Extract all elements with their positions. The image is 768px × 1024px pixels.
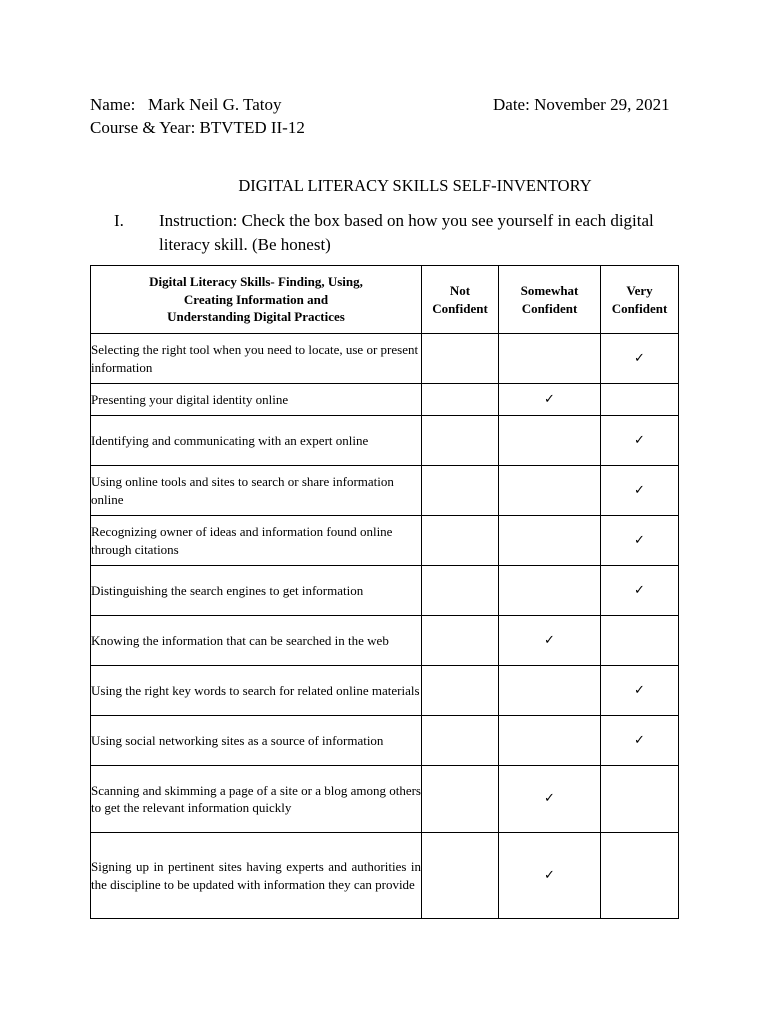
table-row (91, 566, 679, 616)
skill-cell: Using online tools and sites to search or share information online (91, 466, 422, 516)
table-row (91, 766, 679, 833)
very-confident-checkbox-cell[interactable] (601, 334, 679, 384)
name-label: Name: (90, 95, 136, 114)
instruction-number: I. (114, 211, 124, 230)
not-confident-checkbox-cell[interactable] (422, 334, 499, 384)
somewhat-confident-checkbox-cell[interactable] (499, 833, 601, 919)
instruction-text: Instruction: Check the box based on how you see yourself in each digital literacy skill. (Be honest) (159, 211, 654, 254)
very-confident-checkbox-cell[interactable] (601, 833, 679, 919)
table-row (91, 516, 679, 566)
skill-cell: Distinguishing the search engines to get information (91, 566, 422, 616)
header-line: Not (449, 283, 471, 298)
check-mark-icon: ✓ (544, 632, 555, 648)
check-mark-icon: ✓ (634, 532, 645, 548)
very-confident-checkbox-cell[interactable] (601, 384, 679, 416)
somewhat-confident-checkbox-cell[interactable] (499, 616, 601, 666)
table-row (91, 666, 679, 716)
not-confident-checkbox-cell[interactable] (422, 416, 499, 466)
table-row (91, 616, 679, 666)
skills-header-line: Creating Information and (183, 291, 329, 307)
somewhat-confident-checkbox-cell[interactable] (499, 516, 601, 566)
not-confident-checkbox-cell[interactable] (422, 384, 499, 416)
name-value: Mark Neil G. Tatoy (148, 95, 282, 114)
skill-cell: Selecting the right tool when you need to locate, use or present information (91, 334, 422, 384)
skills-column-header (91, 266, 422, 334)
header-line: Confident (432, 300, 488, 316)
somewhat-confident-checkbox-cell[interactable] (499, 666, 601, 716)
name-line (90, 94, 282, 116)
skill-cell: Knowing the information that can be searched in the web (91, 616, 422, 666)
not-confident-checkbox-cell[interactable] (422, 466, 499, 516)
somewhat-confident-checkbox-cell[interactable] (499, 416, 601, 466)
check-mark-icon: ✓ (544, 391, 555, 407)
not-confident-checkbox-cell[interactable] (422, 516, 499, 566)
very-confident-checkbox-cell[interactable] (601, 416, 679, 466)
very-confident-checkbox-cell[interactable] (601, 716, 679, 766)
somewhat-confident-checkbox-cell[interactable] (499, 466, 601, 516)
table-row (91, 716, 679, 766)
somewhat-confident-checkbox-cell[interactable] (499, 384, 601, 416)
header-line: Very (626, 283, 653, 298)
check-mark-icon: ✓ (634, 432, 645, 448)
very-confident-checkbox-cell[interactable] (601, 666, 679, 716)
course-line: Course & Year: BTVTED II-12 (90, 118, 305, 137)
check-mark-icon: ✓ (634, 482, 645, 498)
skill-cell: Recognizing owner of ideas and information found online through citations (91, 516, 422, 566)
check-mark-icon: ✓ (634, 682, 645, 698)
very-confident-checkbox-cell[interactable] (601, 516, 679, 566)
table-row (91, 466, 679, 516)
not-confident-column-header (422, 266, 499, 334)
check-mark-icon: ✓ (544, 867, 555, 883)
skill-cell: Using social networking sites as a source of information (91, 716, 422, 766)
skill-cell: Signing up in pertinent sites having experts and authorities in the discipline to be updated with information they can provide (91, 833, 422, 919)
header-line: Confident (521, 300, 578, 316)
skill-cell: Identifying and communicating with an expert online (91, 416, 422, 466)
somewhat-confident-checkbox-cell[interactable] (499, 716, 601, 766)
somewhat-confident-checkbox-cell[interactable] (499, 334, 601, 384)
very-confident-checkbox-cell[interactable] (601, 566, 679, 616)
very-confident-checkbox-cell[interactable] (601, 466, 679, 516)
not-confident-checkbox-cell[interactable] (422, 566, 499, 616)
table-row (91, 833, 679, 919)
check-mark-icon: ✓ (634, 732, 645, 748)
skill-cell: Scanning and skimming a page of a site or a blog among others to get the relevant information quickly (91, 766, 422, 833)
not-confident-checkbox-cell[interactable] (422, 616, 499, 666)
document-title: DIGITAL LITERACY SKILLS SELF-INVENTORY (238, 176, 592, 195)
very-confident-checkbox-cell[interactable] (601, 766, 679, 833)
table-row (91, 384, 679, 416)
check-mark-icon: ✓ (634, 582, 645, 598)
skills-header-line: Digital Literacy Skills- Finding, Using, (149, 274, 363, 290)
instruction (114, 209, 674, 257)
skill-cell: Using the right key words to search for related online materials (91, 666, 422, 716)
header-line: Confident (611, 300, 668, 316)
skills-inventory-table (90, 265, 679, 919)
skills-header-line: Understanding Digital Practices (167, 309, 345, 325)
very-confident-column-header (601, 266, 679, 334)
date-line: Date: November 29, 2021 (493, 95, 670, 114)
header-line: Somewhat (520, 283, 579, 298)
very-confident-checkbox-cell[interactable] (601, 616, 679, 666)
skill-cell: Presenting your digital identity online (91, 384, 422, 416)
somewhat-confident-checkbox-cell[interactable] (499, 766, 601, 833)
check-mark-icon: ✓ (634, 350, 645, 366)
not-confident-checkbox-cell[interactable] (422, 716, 499, 766)
table-header-row (91, 266, 679, 334)
table-row (91, 416, 679, 466)
not-confident-checkbox-cell[interactable] (422, 833, 499, 919)
table-body (91, 334, 679, 919)
table-row (91, 334, 679, 384)
check-mark-icon: ✓ (544, 791, 555, 807)
not-confident-checkbox-cell[interactable] (422, 666, 499, 716)
somewhat-confident-column-header (499, 266, 601, 334)
not-confident-checkbox-cell[interactable] (422, 766, 499, 833)
somewhat-confident-checkbox-cell[interactable] (499, 566, 601, 616)
